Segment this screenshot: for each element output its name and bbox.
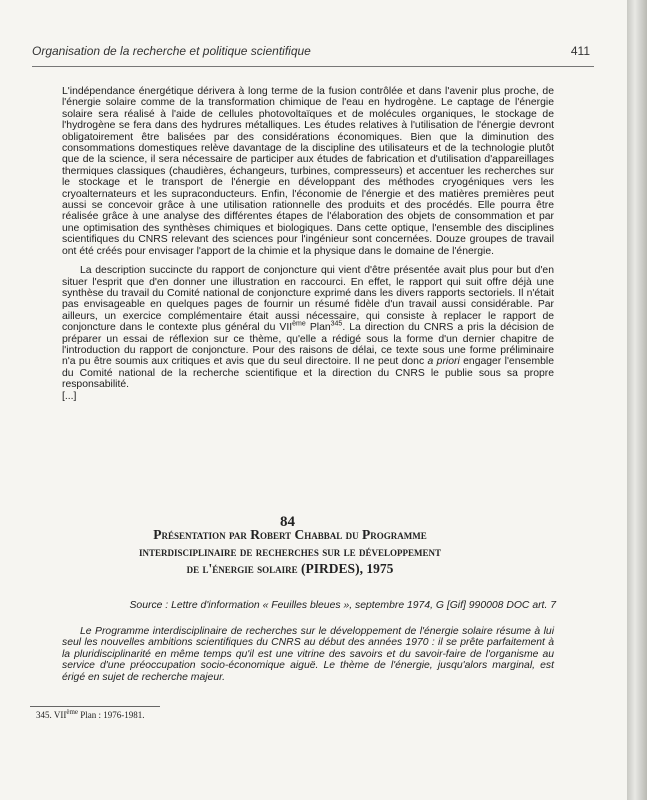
running-header	[32, 44, 590, 58]
page-number: 411	[570, 44, 590, 58]
document-title: Présentation par Robert Chabbal du Programme interdisciplinaire de recherches sur le développement de l'énergie solaire (PIRDES), 1975	[139, 527, 441, 576]
ellipsis: [...]	[62, 390, 77, 402]
source-line: Source : Lettre d'information « Feuilles bleues », septembre 1974, G [Gif] 990008 DOC art. 7	[129, 600, 556, 611]
footnote-rule	[30, 706, 160, 707]
page-edge-shadow	[627, 0, 647, 800]
intro-paragraph: Le Programme interdisciplinaire de recherches sur le développement de l'énergie solaire résume à lui seul les nouvelles ambitions scientifiques du CNRS au début des années 1970 : il se prête parfaitement à la pluridisciplinarité en même temps qu'il est une vitrine des savoirs et du savoir-faire de l'organisme au service d'une préoccupation socio-économique aiguë. Le thème de l'énergie, jusqu'alors marginal, est érigé en sujet de recherche majeur.	[62, 626, 554, 683]
header-title: Organisation de la recherche et politique scientifique	[32, 44, 311, 58]
footnote-ref: 345	[330, 320, 343, 328]
paragraph-1: L'indépendance énergétique dérivera à long terme de la fusion contrôlée et dans l'avenir plus proche, de l'énergie solaire comme de la transformation chimique de l'eau en hydrogène. Le captage de l'énergie solaire sera réalisé à l'aide de cellules photovoltaïques et de molécules organiques, le stockage de l'hydrogène se fera dans des hydrures métalliques. Les études relatives à l'utilisation de l'énergie devront obligatoirement être balisées par des considérations économiques. Bien que la diminution des consommations domestiques relève davantage de la discipline des utilisateurs et de la technologie plutôt que de la science, il sera nécessaire de participer aux études de fabrication et d'utilisation d'appareillages thermiques classiques (chaudières, échangeurs, turbines, compresseurs) et accentuer les recherches sur le stockage et le transport de l'énergie en développant des méthodes cryogéniques vers les cryoalternateurs et les supraconducteurs. Enfin, l'économie de l'énergie et des matières premières peut aussi se concevoir grâce à une utilisation rationnelle des produits et des procédés. Elle pourra être réalisée grâce à une analyse des différentes étapes de l'élaboration des objets de consommation et par une optimisation des synthèses chimiques et biologiques. Dans cette optique, l'ensemble des disciplines scientifiques du CNRS relevant des sciences pour l'ingénieur sont concernées. Douze groupes de travail ont été créés pour envisager l'apport de la chimie et la physique dans le domaine de l'énergie.	[62, 86, 554, 257]
document-number: 84	[280, 514, 295, 530]
footnote: 345. VIIème Plan : 1976-1981.	[36, 708, 145, 720]
paragraph-2: La description succincte du rapport de conjoncture qui vient d'être présentée avait plus pour but d'en situer l'esprit que d'en donner une illustration en raccourci. En effet, le rapport qui suit offre déjà une synthèse du travail du Comité national de conjoncture exprimé dans les divers rapports sectoriels. Il n'était pas envisageable en quelques pages de fournir un résumé fidèle d'un travail aussi considérable. Par ailleurs, un exercice complémentaire était aussi nécessaire, qui consiste à replacer le rapport de conjoncture dans le contexte plus général du VIIème Plan$^{345}$. La direction du CNRS a pris la décision de préparer un essai de réflexion sur ce thème, qu'elle a rédigé sous la forme d'un dernier chapitre de l'introduction du rapport de conjoncture. Pour des raisons de délai, ce texte sous une forme préliminaire n'a pu être soumis aux critiques et avis que du seul directoire. Il ne peut donc a priori engager l'ensemble du Comité national de la recherche scientifique et la direction du CNRS le publie sous sa propre responsabilité.	[62, 265, 554, 391]
header-rule	[32, 66, 594, 67]
body-text	[62, 86, 554, 402]
